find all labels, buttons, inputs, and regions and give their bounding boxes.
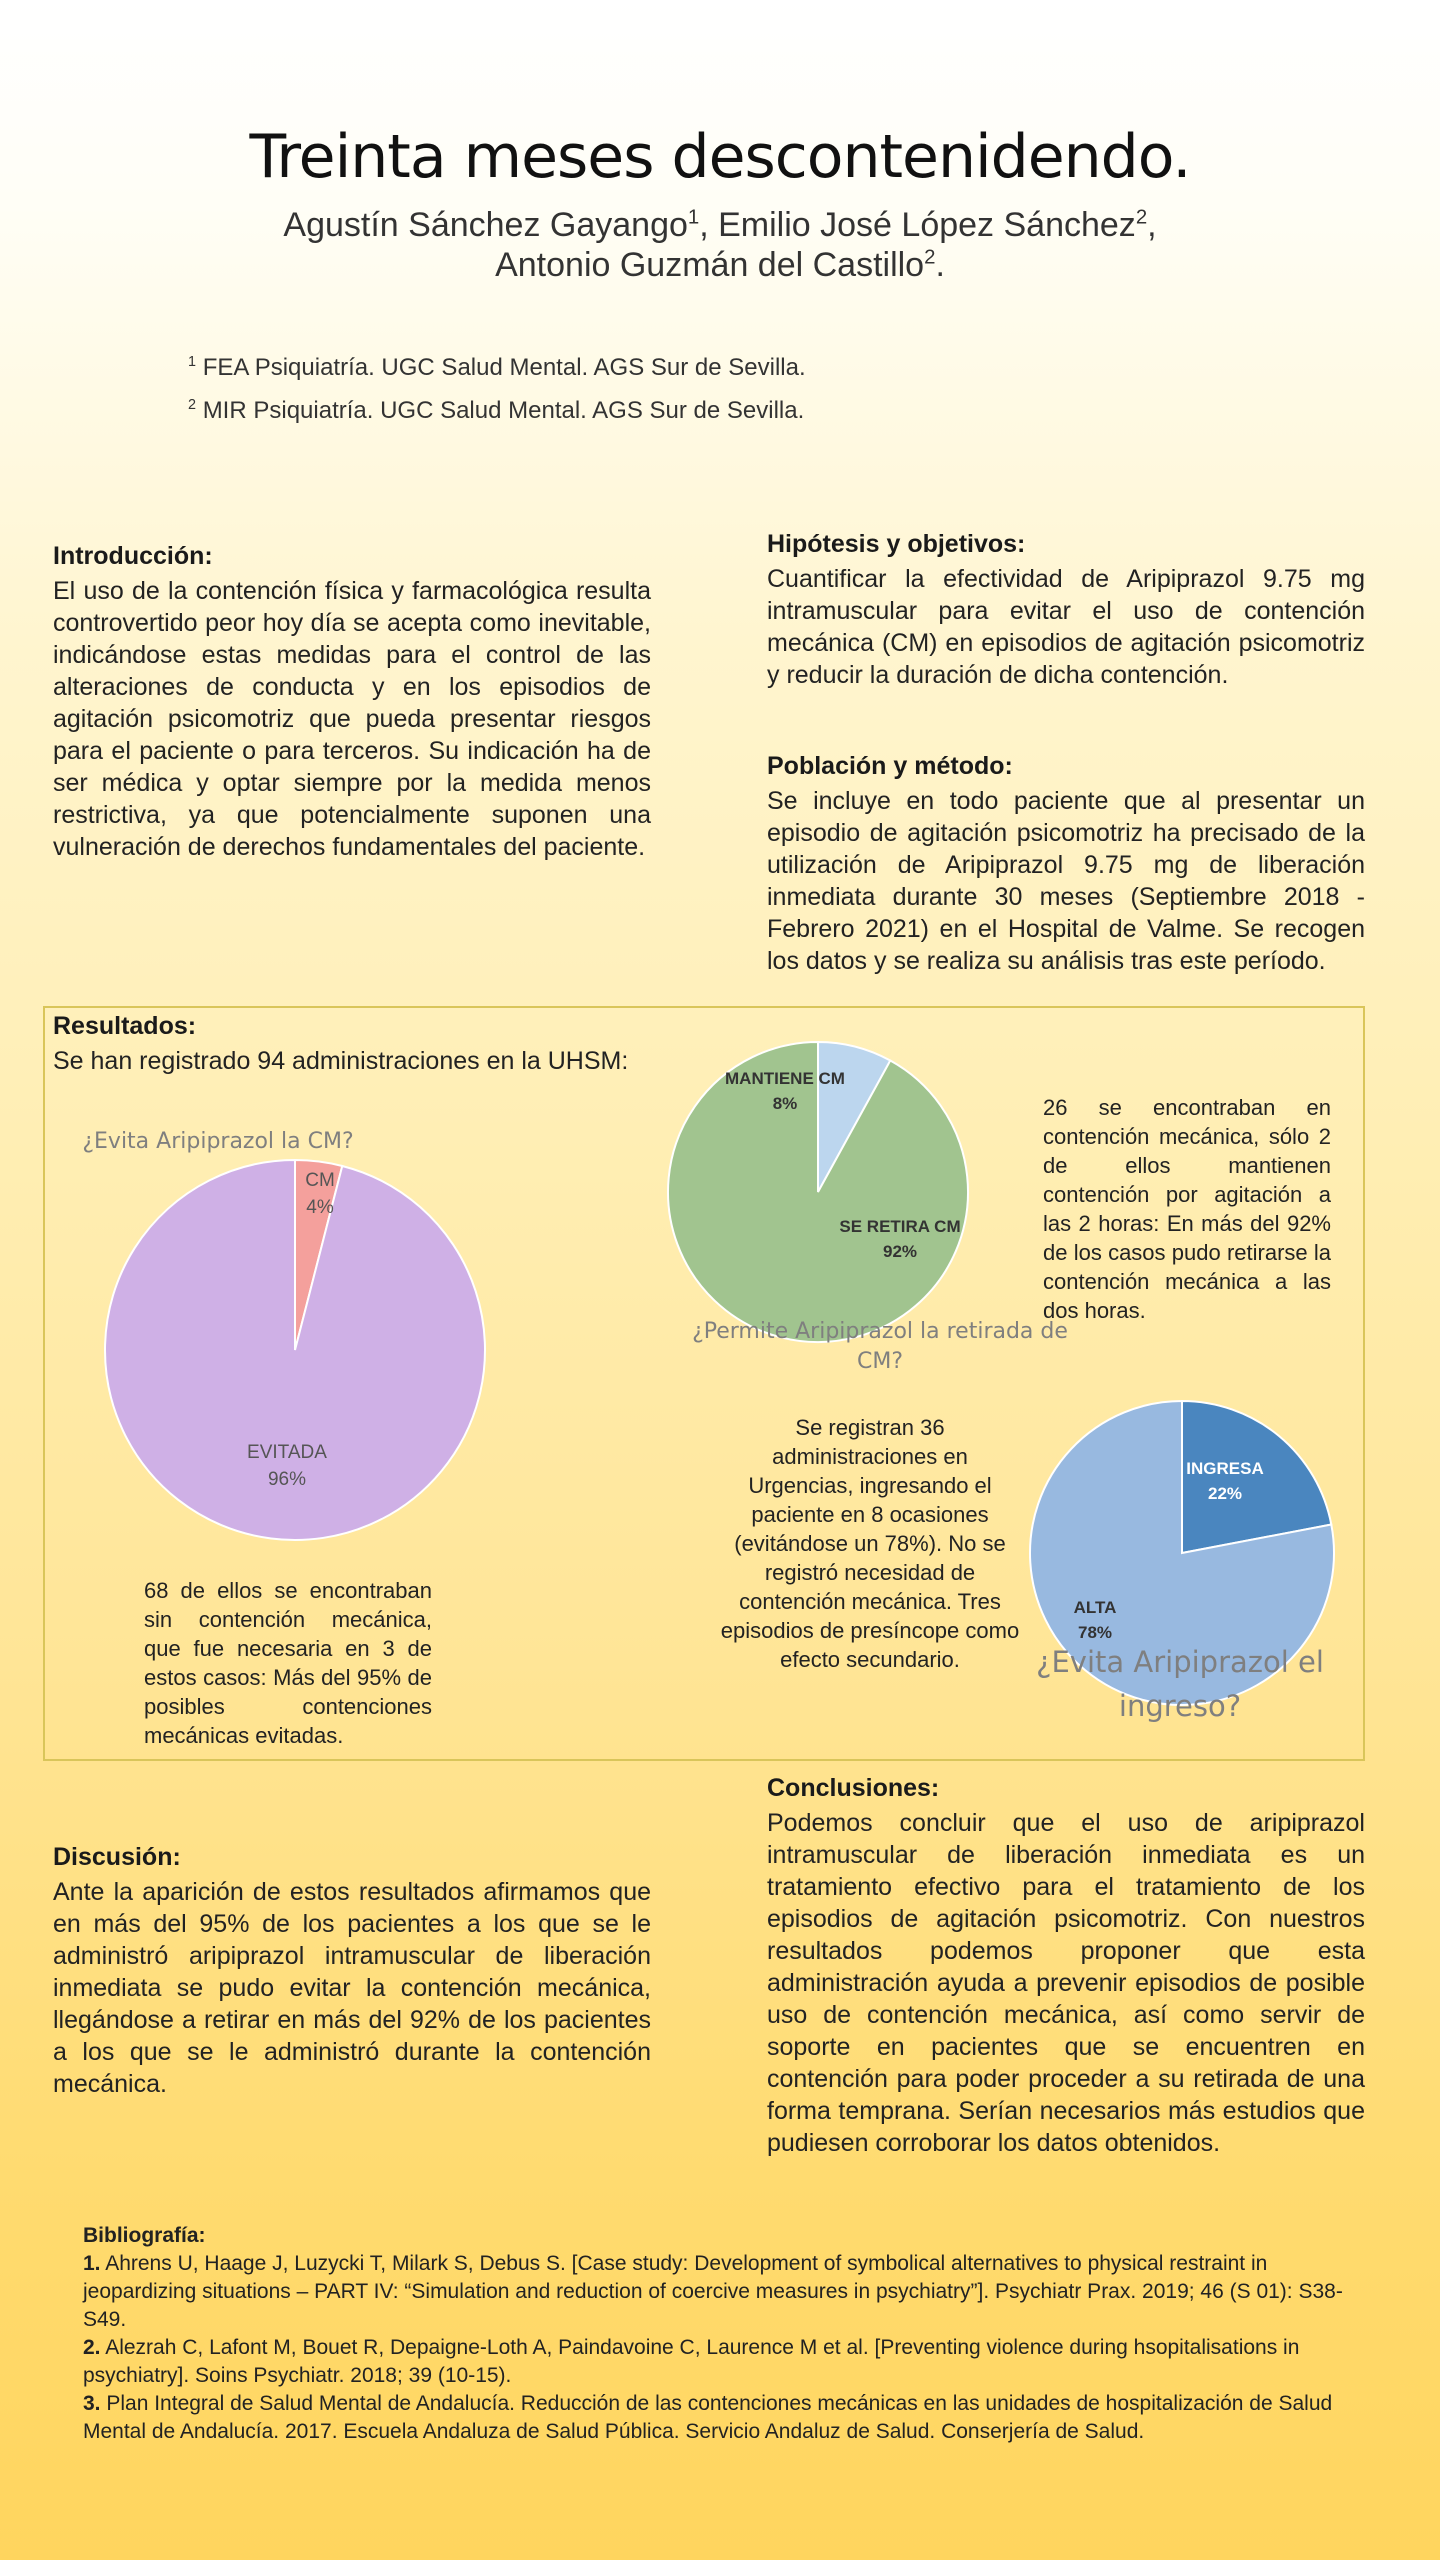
bibliography-section xyxy=(83,2222,1363,2446)
discussion-section xyxy=(53,1843,651,2100)
author-name: Agustín Sánchez Gayango xyxy=(283,206,688,244)
affiliation-marker: 1 xyxy=(687,206,700,229)
discussion-text: Ante la aparición de estos resultados afirmamos que en más del 95% de los pacientes a los que se le administró aripiprazol intramuscular de liberación inmediata se pudo evitar la contención mecánica, llegándose a retirar en más del 92% de los pacientes a los que se le administró durante la contención mecánica. xyxy=(53,1878,651,2098)
conclusions-text: Podemos concluir que el uso de aripiprazol intramuscular de liberación inmediata es un tratamiento efectivo para el tratamiento de los episodios de agitación psicomotriz. Con nuestros resultados podemos proponer que esta administración ayuda a prevenir episodios de posible uso de contención mecánica, así como servir de soporte en pacientes que se encuentren en contención para poder proceder a su retirada de una forma temprana. Serían necesarios más estudios que pudiesen corroborar los datos obtenidos. xyxy=(767,1809,1365,2157)
chart-title: ¿Evita Aripiprazol la CM? xyxy=(82,1129,354,1154)
author-name: Antonio Guzmán del Castillo xyxy=(495,246,925,284)
bibliography-item xyxy=(83,2334,1363,2390)
results-note-3: Se registran 36 administraciones en Urgencias, ingresando el paciente en 8 ocasiones (evitándose un 78%). No se registró necesidad de contención mecánica. Tres episodios de presíncope como efecto secundario. xyxy=(720,1415,1020,1672)
separator: . xyxy=(935,246,945,284)
hypothesis-text: Cuantificar la efectividad de Aripiprazol 9.75 mg intramuscular para evitar el uso de contención mecánica (CM) en episodios de agitación psicomotriz y reducir la duración de dicha contención. xyxy=(767,565,1365,689)
affiliation-text: FEA Psiquiatría. UGC Salud Mental. AGS Sur de Sevilla. xyxy=(202,354,806,381)
bibliography-text: Plan Integral de Salud Mental de Andalucía. Reducción de las contenciones mecánicas en las unidades de hospitalización de Salud Mental de Andalucía. 2017. Escuela Andaluza de Salud Pública. Servicio Andaluz de Salud. Conserjería de Salud. xyxy=(83,2392,1333,2443)
slice-value-label: 96% xyxy=(267,1469,307,1490)
slice-category-label: ALTA xyxy=(1073,1598,1117,1617)
pie-chart-evita-cm xyxy=(82,1129,485,1540)
pie-chart-evita-ingreso xyxy=(1030,1401,1334,1723)
separator: , xyxy=(1147,206,1157,244)
slice-value-label: 4% xyxy=(306,1197,334,1218)
affiliation-marker: 2 xyxy=(924,246,936,269)
bibliography-text: Alezrah C, Lafont M, Bouet R, Depaigne-Loth A, Paindavoine C, Laurence M et al. [Preventing violence during hsopitalisations in psychiatry]. Soins Psychiatr. 2018; 39 (10-15). xyxy=(83,2336,1300,2387)
slice-value-label: 78% xyxy=(1077,1623,1113,1642)
chart-title: ¿Permite Aripiprazol la retirada de xyxy=(692,1319,1068,1344)
chart-title: ¿Evita Aripiprazol el xyxy=(1036,1645,1324,1679)
results-note-2: 26 se encontraban en contención mecánica, sólo 2 de ellos mantienen contención por agitación a las 2 horas: En más del 92% de los casos pudo retirarse la contención mecánica a las dos horas. xyxy=(1043,1095,1331,1323)
hypothesis-heading: Hipótesis y objetivos: xyxy=(767,530,1026,558)
slice-value-label: 22% xyxy=(1207,1484,1243,1503)
bibliography-item xyxy=(83,2390,1363,2446)
slice-category-label: CM xyxy=(305,1170,335,1191)
bibliography-number: 3. xyxy=(83,2392,101,2415)
slice-category-label: MANTIENE CM xyxy=(725,1069,845,1088)
introduction-heading: Introducción: xyxy=(53,542,213,570)
bibliography-number: 1. xyxy=(83,2252,101,2275)
bibliography-text: Ahrens U, Haage J, Luzycki T, Milark S, Debus S. [Case study: Development of symbolical alternatives to physical restraint in jeopardizing situations – PART IV: “Simulation and reduction of coercive measures in psychiatry”]. Psychiatr Prax. 2019; 46 (S 01): S38-S49. xyxy=(83,2252,1343,2331)
bibliography-heading: Bibliografía: xyxy=(83,2224,206,2247)
bibliography-number: 2. xyxy=(83,2336,101,2359)
slice-value-label: 8% xyxy=(772,1094,798,1113)
conclusions-heading: Conclusiones: xyxy=(767,1774,940,1802)
bibliography-item xyxy=(83,2250,1363,2334)
affiliation-number: 1 xyxy=(188,354,197,370)
results-intro: Se han registrado 94 administraciones en la UHSM: xyxy=(53,1047,629,1075)
slice-value-label: 92% xyxy=(882,1242,918,1261)
method-text: Se incluye en todo paciente que al presentar un episodio de agitación psicomotriz ha precisado de la utilización de Aripiprazol 9.75 mg de liberación inmediata durante 30 meses (Septiembre 2018 - Febrero 2021) en el Hospital de Valme. Se recogen los datos y se realiza su análisis tras este período. xyxy=(767,787,1365,975)
slice-category-label: EVITADA xyxy=(247,1442,327,1463)
poster-title: Treinta meses descontenidendo. xyxy=(249,122,1191,192)
chart-title: CM? xyxy=(856,1349,904,1374)
discussion-heading: Discusión: xyxy=(53,1843,181,1871)
conclusions-section xyxy=(767,1774,1365,2159)
method-heading: Población y método: xyxy=(767,752,1013,780)
pie-chart-retirada-cm xyxy=(668,1042,1068,1374)
slice-category-label: SE RETIRA CM xyxy=(839,1217,961,1236)
results-note-1: 68 de ellos se encontraban sin contención mecánica, que fue necesaria en 3 de estos casos: Más del 95% de posibles contenciones mecánicas evitadas. xyxy=(144,1578,432,1748)
chart-title: ingreso? xyxy=(1118,1689,1242,1723)
affiliation-number: 2 xyxy=(188,397,197,413)
author-name: , Emilio José López Sánchez xyxy=(699,206,1136,244)
results-heading: Resultados: xyxy=(53,1012,197,1040)
affiliation-marker: 2 xyxy=(1135,206,1148,229)
introduction-text: El uso de la contención física y farmacológica resulta controvertido peor hoy día se acepta como inevitable, indicándose estas medidas para el control de las alteraciones de conducta y en los episodios de agitación psicomotriz que pueda presentar riesgos para el paciente o para terceros. Su indicación ha de ser médica y optar siempre por la medida menos restrictiva, ya que potencialmente suponen una vulneración de derechos fundamentales del paciente. xyxy=(53,577,651,861)
slice-category-label: INGRESA xyxy=(1186,1459,1264,1478)
affiliation-text: MIR Psiquiatría. UGC Salud Mental. AGS Sur de Sevilla. xyxy=(202,397,805,424)
